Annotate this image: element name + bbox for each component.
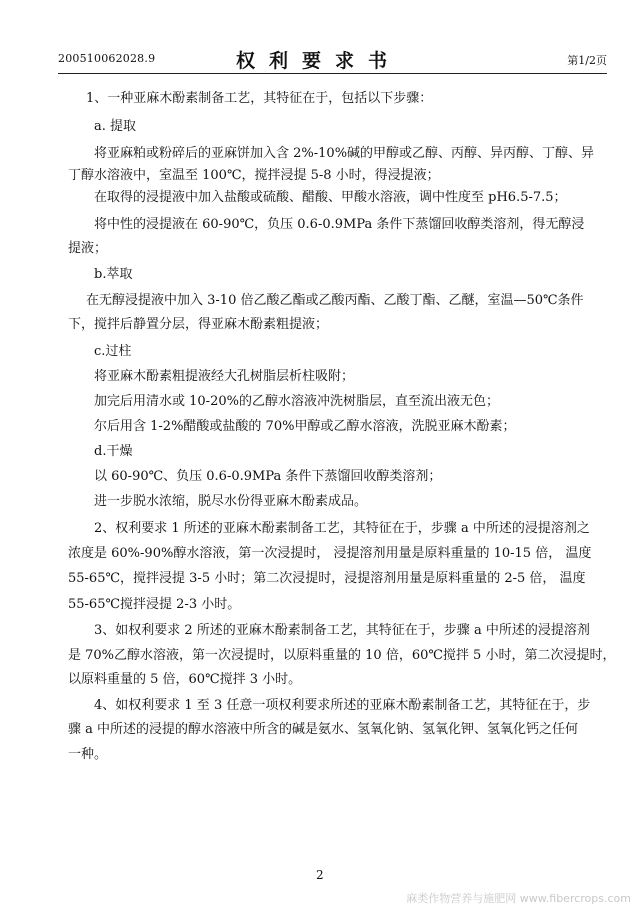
step-a-line: 将中性的浸提液在 60-90℃，负压 0.6-0.9MPa 条件下蒸馏回收醇类溶剂，得无醇浸 (94, 217, 585, 232)
step-a-line: 丁醇水溶液中，室温至 100℃，搅拌浸提 5-8 小时，得浸提液； (68, 168, 440, 183)
claim1-intro: 1、一种亚麻木酚素制备工艺，其特征在于，包括以下步骤： (86, 91, 433, 106)
page-number: 2 (316, 868, 324, 882)
step-b-line: 下，搅拌后静置分层，得亚麻木酚素粗提液； (68, 317, 329, 332)
claim2-line: 浓度是 60%-90%醇水溶液，第一次浸提时， 浸提溶剂用量是原料重量的 10-15 倍， 温度 (68, 546, 592, 561)
claim3-line: 是 70%乙醇水溶液，第一次浸提时，以原料重量的 10 倍，60℃搅拌 5 小时，第二次浸提时， (68, 648, 616, 663)
page-label: 第1/2页 (567, 54, 607, 67)
step-d-line: 进一步脱水浓缩，脱尽水份得亚麻木酚素成品。 (94, 494, 368, 509)
claim4-line: 4、如权利要求 1 至 3 任意一项权利要求所述的亚麻木酚素制备工艺，其特征在于，步 (94, 698, 591, 713)
step-a-line: 在取得的浸提液中加入盐酸或硫酸、醋酸、甲酸水溶液，调中性度至 pH6.5-7.5； (94, 190, 567, 205)
step-c-line: 尔后用含 1-2%醋酸或盐酸的 70%甲醇或乙醇水溶液，洗脱亚麻木酚素； (94, 419, 516, 434)
site-watermark: 麻类作物营养与施肥网 www.fibercrops.com (406, 892, 631, 905)
claim2-line: 2、权利要求 1 所述的亚麻木酚素制备工艺，其特征在于，步骤 a 中所述的浸提溶剂之 (94, 521, 590, 536)
step-b-title: b.萃取 (94, 267, 133, 282)
step-c-line: 将亚麻木酚素粗提液经大孔树脂层析柱吸附； (94, 369, 355, 384)
document-title: 权利要求书 (236, 50, 402, 72)
step-a-title: a. 提取 (94, 119, 137, 134)
claim3-line: 以原料重量的 5 倍，60℃搅拌 3 小时。 (68, 672, 302, 687)
step-a-line: 提液； (68, 241, 108, 256)
step-c-title: c.过柱 (94, 344, 132, 359)
step-d-line: 以 60-90℃、负压 0.6-0.9MPa 条件下蒸馏回收醇类溶剂； (94, 469, 442, 484)
claim4-line: 骤 a 中所述的浸提的醇水溶液中所含的碱是氨水、氢氧化钠、氢氧化钾、氢氧化钙之任何 (68, 722, 579, 737)
step-d-title: d.干燥 (94, 444, 133, 459)
claim2-line: 55-65℃，搅拌浸提 3-5 小时；第二次浸提时，浸提溶剂用量是原料重量的 2-5 倍， 温度 (68, 571, 586, 586)
step-c-line: 加完后用清水或 10-20%的乙醇水溶液冲洗树脂层，直至流出液无色； (94, 394, 499, 409)
step-b-line: 在无醇浸提液中加入 3-10 倍乙酸乙酯或乙酸丙酯、乙酸丁酯、乙醚，室温—50℃条件 (86, 293, 584, 308)
claim3-line: 3、如权利要求 2 所述的亚麻木酚素制备工艺，其特征在于，步骤 a 中所述的浸提溶剂 (94, 623, 590, 638)
claim4-line: 一种。 (68, 747, 108, 762)
claim2-line: 55-65℃搅拌浸提 2-3 小时。 (68, 597, 241, 612)
application-number: 200510062028.9 (58, 52, 156, 65)
step-a-line: 将亚麻粕或粉碎后的亚麻饼加入含 2%-10%碱的甲醇或乙醇、丙醇、异丙醇、丁醇、异 (94, 146, 595, 161)
